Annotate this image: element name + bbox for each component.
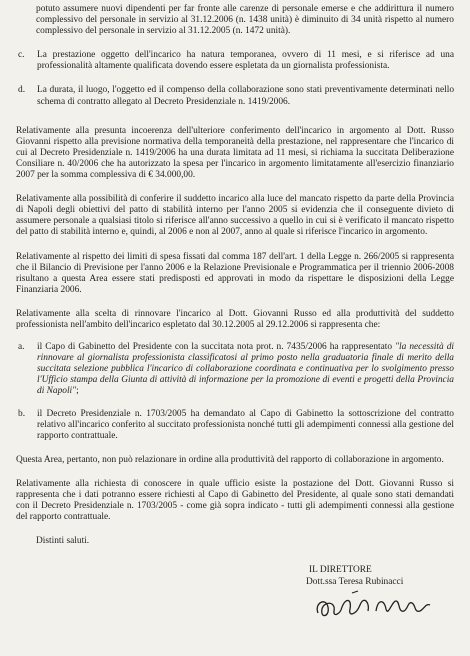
list-text-a-plain: il Capo di Gabinetto del Presidente con la succitata nota prot. n. 7435/2006 ha rappresentato — [37, 342, 396, 353]
signature-name: Dott.ssa Teresa Rubinacci — [306, 577, 404, 588]
continuation-line-2: numero complessivo del personale in servizio al 31.12.2006 (n. 1438 unità) è diminuito di 34 unità — [36, 4, 454, 26]
list-text-b: il Decreto Presidenziale n. 1703/2005 ha demandato al Capo di Gabinetto la sottoscrizione del contratto relativo all'incarico conferito al succitato professionista nonché tutti gli adempimenti connessi alla gestione del rapporto contrattuale. — [37, 408, 454, 441]
signature-title: IL DIRETTORE — [309, 565, 372, 576]
list-text-a-end: ; — [76, 386, 79, 397]
list-label-d: d. — [18, 85, 26, 96]
list-text-d: La durata, il luogo, l'oggetto ed il compenso della collaborazione sono stati preventivamente determinati nello schema di contratto allegato al Decreto Presidenziale n. 1419/2006. — [37, 85, 454, 107]
continuation-line-3: rispetto al numero complessivo del personale in servizio al 31.12.2005 (n. 1472 unità). — [36, 15, 454, 37]
list-text-a-quote: "la necessità di rinnovare al giornalista professionista classificatosi al primo posto nella graduatoria finale di merito della succitata selezione pubblica l'incarico di collaborazione coordinata e continuativa per lo svolgimento presso l'Ufficio stampa della Giunta di attività di informazione per la promozione di eventi e progetti della Provincia di Napoli" — [37, 342, 454, 397]
list-label-c: c. — [18, 50, 25, 61]
paragraph-rinnovo: Relativamente alla scelta di rinnovare l'incarico al Dott. Giovanni Russo ed alla produttività del suddetto professionista nell'ambito dell'incarico espletato dal 30.12.2005 al 29.12.2006 si rappresenta che: — [16, 308, 454, 330]
paragraph-produttivita: Questa Area, pertanto, non può relazionare in ordine alla produttività del rapporto di collaborazione in argomento. — [16, 454, 444, 465]
continuation-line-1: potuto assumere nuovi dipendenti per far fronte alle carenze di personale emerse e che addirittura il — [36, 4, 423, 14]
list-item-d — [16, 85, 454, 107]
paragraph-postazione: Relativamente alla richiesta di conoscere in quale ufficio esiste la postazione del Dott. Giovanni Russo si rappresenta che i dati potranno essere richiesti al Capo di Gabinetto del Presidente, al quale sono stati demandati con il Decreto Presidenziale n. 1703/2005 - come già sopra indicato - tutti gli adempimenti connessi alla gestione del rapporto contrattuale. — [16, 478, 454, 523]
paragraph-patto-stabilita: Relativamente alla possibilità di conferire il suddetto incarico alla luce del mancato rispetto da parte della Provincia di Napoli degli obiettivi del patto di stabilità interno per l'anno 2005 si evidenzia che il conseguente divieto di assumere personale a qualsiasi titolo si riferisce all'anno successivo a quello in cui si è verificato il mancato rispetto del patto di stabilità interno e, quindi, al 2006 e non al 2007, anno al quale si riferisce l'incarico in argomento. — [16, 194, 454, 238]
signature-block — [16, 565, 454, 655]
paragraph-limiti-spesa: Relativamente al rispetto dei limiti di spesa fissati dal comma 187 dell'art. 1 della Legge n. 266/2005 si rappresenta che il Bilancio di Previsione per l'anno 2006 e la Relazione Previsionale e Programmatica per il triennio 2006-2008 risultano a questa Area essere stati predisposti ed approvati in modo da rispettare le disposizioni della Legge Finanziaria 2006. — [16, 251, 454, 295]
handwritten-signature-icon — [312, 589, 462, 623]
list-label-b: b. — [18, 408, 26, 419]
list-text-c: La prestazione oggetto dell'incarico ha natura temporanea, ovvero di 11 mesi, e si riferisce ad una professionalità altamente qualificata dovendo essere espletata da un giornalista professionista. — [37, 50, 454, 72]
list-item-a — [16, 342, 454, 397]
closing-salutation: Distinti saluti. — [36, 536, 90, 547]
list-label-a: a. — [18, 342, 25, 353]
list-item-b — [16, 409, 454, 442]
list-text-a — [37, 342, 454, 397]
list-item-c — [16, 50, 454, 72]
continuation-paragraph — [16, 4, 454, 37]
paragraph-temporaneita: Relativamente alla presunta incoerenza dell'ulteriore conferimento dell'incarico in argomento al Dott. Russo Giovanni rispetto alla previsione normativa della temporaneità della prestazione, nel rappresentare che l'incarico di cui al Decreto Presidenziale n. 1419/2006 ha una durata limitata ad 11 mesi, si richiama la succitata Deliberazione Consiliare n. 40/2006 che ha autorizzato la spesa per l'incarico in argomento limitatamente all'esercizio finanziario 2007 per la somma complessiva di € 34.000,00. — [16, 125, 454, 181]
